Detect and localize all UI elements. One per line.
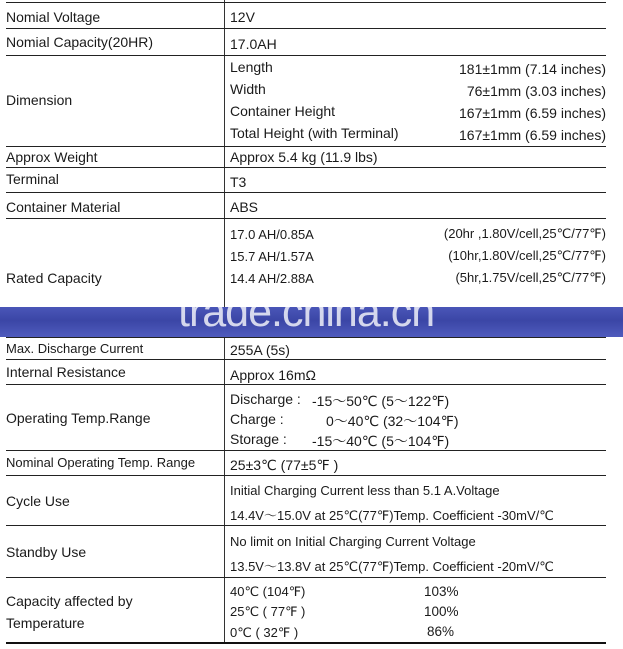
dimension-name: Width — [230, 81, 266, 97]
operating-temp-name: Discharge : — [230, 391, 301, 407]
spec-value-approx-weight: Approx 5.4 kg (11.9 lbs) — [230, 149, 378, 165]
spec-label-internal-resistance: Internal Resistance — [6, 364, 126, 380]
spec-label-operating-temp: Operating Temp.Range — [6, 410, 151, 426]
row-separator — [6, 192, 606, 193]
operating-temp-value: -15～50℃ (5～122℉) — [312, 393, 450, 409]
spec-label-container-material: Container Material — [6, 199, 121, 215]
spec-label-nominal-capacity: Nomial Capacity(20HR) — [6, 34, 154, 50]
row-separator — [6, 28, 606, 29]
spec-label-terminal: Terminal — [6, 171, 59, 187]
row-separator — [6, 577, 606, 578]
dimension-value: 181±1mm (7.14 inches) — [459, 61, 606, 77]
spec-label-rated-capacity: Rated Capacity — [6, 270, 102, 286]
rated-capacity-value: 14.4 AH/2.88A — [230, 271, 314, 286]
row-separator — [6, 525, 606, 526]
spec-label-nominal-operating-temp: Nominal Operating Temp. Range — [6, 455, 196, 470]
row-separator — [6, 146, 606, 147]
dimension-name: Container Height — [230, 103, 336, 119]
cycle-use-line1: Initial Charging Current less than 5.1 A.Voltage — [230, 483, 500, 498]
rated-capacity-value: 15.7 AH/1.57A — [230, 249, 314, 264]
row-separator — [6, 359, 606, 360]
row-separator — [6, 55, 606, 56]
spec-value-nominal-voltage: 12V — [230, 9, 255, 25]
capacity-temp-condition: 40℃ (104℉) — [230, 584, 306, 599]
spec-value-nominal-operating-temp: 25±3℃ (77±5℉ ) — [230, 457, 339, 473]
row-separator — [6, 450, 606, 451]
spec-label-capacity-temp-line1: Capacity affected by — [6, 593, 133, 609]
rated-capacity-condition: (20hr ,1.80V/cell,25℃/77℉) — [443, 226, 606, 241]
spec-value-nominal-capacity: 17.0AH — [230, 36, 277, 52]
column-divider — [224, 0, 225, 307]
standby-use-line2: 13.5V～13.8V at 25℃(77℉)Temp. Coefficient -20mV/℃ — [230, 559, 554, 574]
spec-label-approx-weight: Approx Weight — [6, 149, 98, 165]
standby-use-line1: No limit on Initial Charging Current Voltage — [230, 534, 476, 549]
row-separator — [6, 384, 606, 385]
spec-label-capacity-temp-line2: Temperature — [6, 615, 85, 631]
row-separator — [6, 167, 606, 168]
spec-value-container-material: ABS — [230, 199, 259, 215]
rated-capacity-condition: (10hr,1.80V/cell,25℃/77℉) — [448, 248, 606, 263]
capacity-temp-condition: 25℃ ( 77℉ ) — [230, 604, 306, 619]
cycle-use-line2: 14.4V～15.0V at 25℃(77℉)Temp. Coefficient -30mV/℃ — [230, 508, 554, 523]
rated-capacity-condition: (5hr,1.75V/cell,25℃/77℉) — [455, 270, 606, 285]
spec-label-nominal-voltage: Nomial Voltage — [6, 9, 101, 25]
spec-label-max-discharge: Max. Discharge Current — [6, 341, 144, 356]
dimension-name: Length — [230, 59, 273, 75]
row-separator — [6, 337, 606, 338]
rated-capacity-value: 17.0 AH/0.85A — [230, 227, 314, 242]
row-separator — [6, 475, 606, 476]
operating-temp-value: -15～40℃ (5～104℉) — [312, 433, 450, 449]
capacity-temp-condition: 0℃ ( 32℉ ) — [230, 625, 299, 640]
spec-value-terminal: T3 — [230, 174, 247, 190]
operating-temp-value: 0～40℃ (32～104℉) — [326, 413, 459, 429]
dimension-value: 167±1mm (6.59 inches) — [459, 127, 606, 143]
table-bottom-border — [6, 642, 606, 644]
spec-label-cycle-use: Cycle Use — [6, 493, 70, 509]
operating-temp-name: Charge : — [230, 411, 284, 427]
dimension-value: 76±1mm (3.03 inches) — [466, 83, 606, 99]
capacity-temp-percent: 103% — [424, 584, 459, 599]
capacity-temp-percent: 100% — [424, 604, 459, 619]
dimension-value: 167±1mm (6.59 inches) — [459, 105, 606, 121]
spec-value-internal-resistance: Approx 16mΩ — [230, 367, 316, 383]
dimension-name: Total Height (with Terminal) — [230, 125, 399, 141]
column-divider — [224, 337, 225, 642]
spec-value-max-discharge: 255A (5s) — [230, 342, 290, 358]
spec-label-dimension: Dimension — [6, 92, 73, 108]
watermark-text: trade.china.cn — [178, 288, 435, 336]
operating-temp-name: Storage : — [230, 431, 287, 447]
row-separator — [6, 218, 606, 219]
row-separator — [6, 2, 606, 3]
capacity-temp-percent: 86% — [427, 624, 455, 639]
spec-label-standby-use: Standby Use — [6, 544, 87, 560]
